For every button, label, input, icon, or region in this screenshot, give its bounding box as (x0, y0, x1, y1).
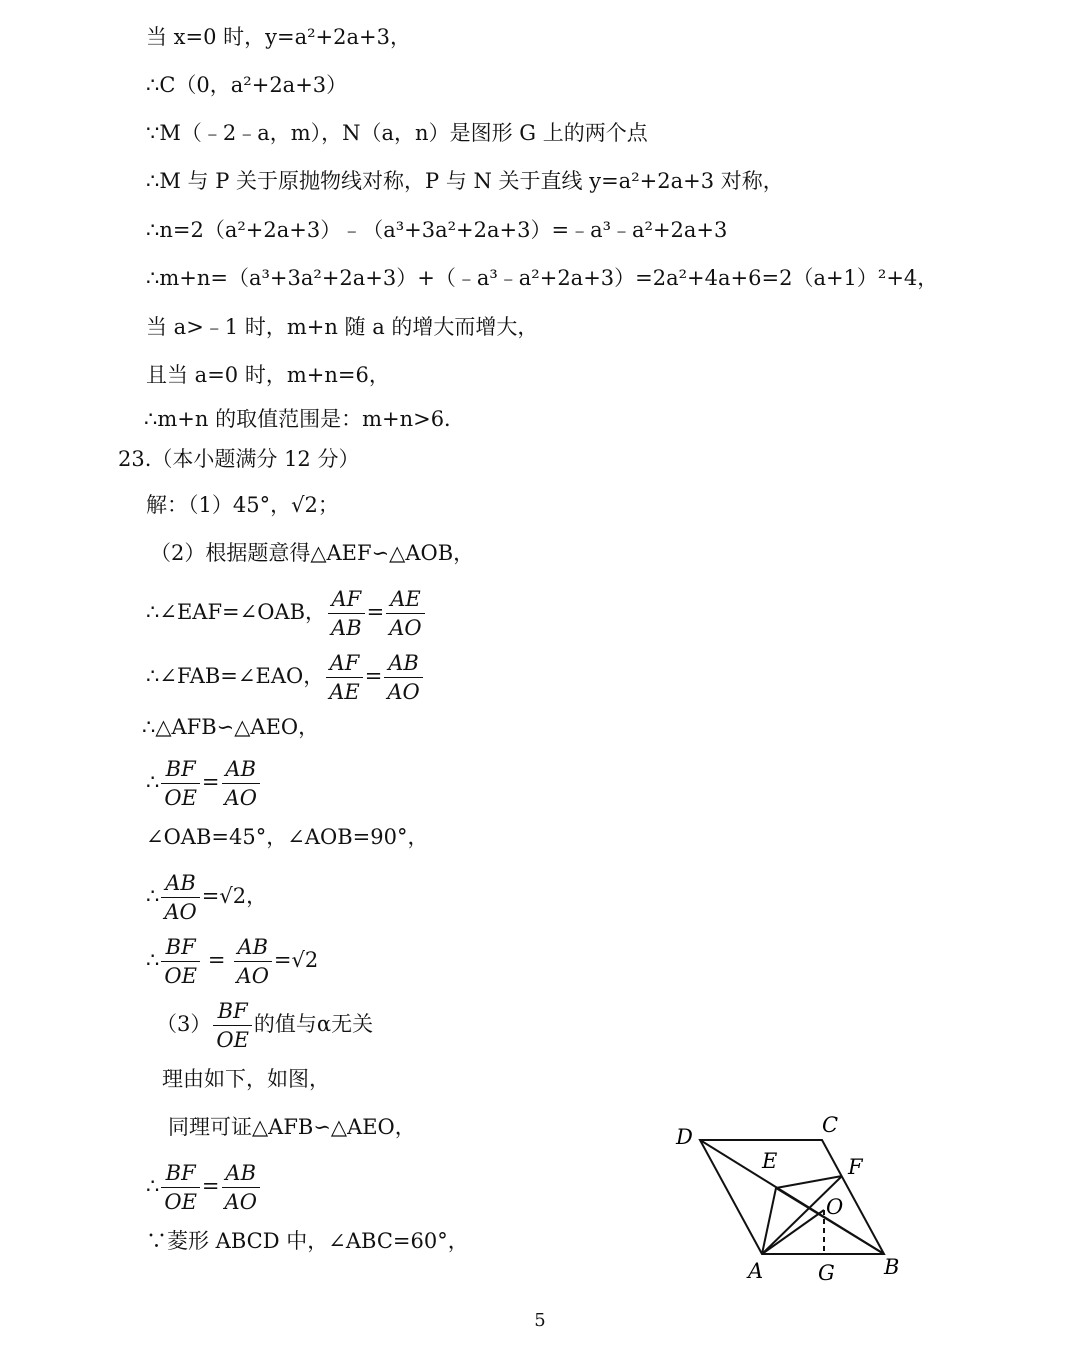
line-7: 当 a>﹣1 时，m+n 随 a 的增大而增大， (146, 315, 539, 339)
label-c: C (822, 1113, 839, 1137)
fraction-bf-oe: $\frac{BF}{OE}$ (161, 933, 200, 990)
label-g: G (818, 1261, 835, 1285)
fraction-af-ab: $\frac{AF}{AB}$ (328, 585, 365, 642)
solution-4 (146, 646, 425, 706)
fraction-ab-ao: $\frac{AB}{AO}$ (222, 1159, 260, 1216)
line-9: ∴m+n 的取值范围是：m+n>6． (144, 407, 466, 431)
solution-13: ∴ $\frac{BF}{OE}$ = $\frac{AB}{AO}$ (146, 1156, 262, 1216)
fraction-af-ae: $\frac{AF}{AE}$ (326, 649, 363, 706)
line-8: 且当 a=0 时，m+n=6， (146, 363, 390, 387)
label-f: F (848, 1155, 863, 1179)
label-o: O (826, 1195, 844, 1219)
line-4: ∴M 与 P 关于原抛物线对称，P 与 N 关于直线 y=a²+2a+3 对称， (146, 169, 784, 193)
fraction-ab-ao: $\frac{AB}{AO}$ (384, 649, 422, 706)
line-3: ∵M（﹣2﹣a，m），N（a，n）是图形 G 上的两个点 (146, 121, 648, 145)
label-b: B (884, 1255, 900, 1279)
line-1: 当 x=0 时，y=a²+2a+3， (146, 25, 411, 49)
solution-8: ∴ $\frac{AB}{AO}$ =√2， (146, 871, 268, 924)
question-23-heading: 23.（本小题满分 12 分） (118, 447, 360, 471)
solution-14: ∵菱形 ABCD 中，∠ABC=60°， (146, 1229, 469, 1253)
label-a: A (748, 1259, 764, 1283)
segment-ao (762, 1210, 824, 1254)
equals-sign: = (366, 600, 385, 624)
solution-6: ∴ $\frac{BF}{OE}$ = $\frac{AB}{AO}$ (146, 752, 262, 812)
solution-3-text: ∴∠EAF=∠OAB， (146, 600, 327, 624)
fraction-bf-oe: $\frac{BF}{OE}$ (213, 997, 252, 1054)
fraction-bf-oe: $\frac{BF}{OE}$ (161, 755, 200, 812)
solution-2: （2）根据题意得△AEF∽△AOB， (150, 541, 475, 565)
fraction-ab-ao: $\frac{AB}{AO}$ (222, 755, 260, 812)
solution-1: 解：（1）45°，√2； (146, 493, 339, 517)
solution-3 (146, 582, 427, 642)
fraction-bf-oe: $\frac{BF}{OE}$ (161, 1159, 200, 1216)
solution-4-text: ∴∠FAB=∠EAO， (146, 664, 325, 688)
solution-5: ∴△AFB∽△AEO， (142, 715, 320, 739)
fraction-ab-ao: $\frac{AB}{AO}$ (234, 933, 272, 990)
segment-ae (762, 1188, 776, 1254)
solution-12: 同理可证△AFB∽△AEO， (168, 1115, 416, 1139)
fraction-ab-ao: $\frac{AB}{AO}$ (161, 869, 199, 926)
fraction-ae-ao: $\frac{AE}{AO}$ (386, 585, 424, 642)
label-d: D (676, 1125, 693, 1149)
solution-9: ∴ $\frac{BF}{OE}$ = $\frac{AB}{AO}$ =√2 (146, 935, 319, 988)
label-e: E (762, 1149, 778, 1173)
line-5: ∴n=2（a²+2a+3）﹣（a³+3a²+2a+3）=﹣a³﹣a²+2a+3 (146, 218, 728, 242)
solution-10: （3） $\frac{BF}{OE}$ 的值与α无关 (156, 999, 374, 1052)
rhombus-figure (660, 1100, 920, 1290)
line-2: ∴C（0，a²+2a+3） (146, 73, 348, 97)
equals-sign: = (364, 664, 383, 688)
solution-11: 理由如下，如图， (162, 1067, 330, 1091)
page-number: 5 (534, 1310, 546, 1331)
line-6: ∴m+n=（a³+3a²+2a+3）+（﹣a³﹣a²+2a+3）=2a²+4a+6=2（a+1）²+4， (146, 266, 939, 290)
solution-7: ∠OAB=45°，∠AOB=90°， (146, 825, 429, 849)
